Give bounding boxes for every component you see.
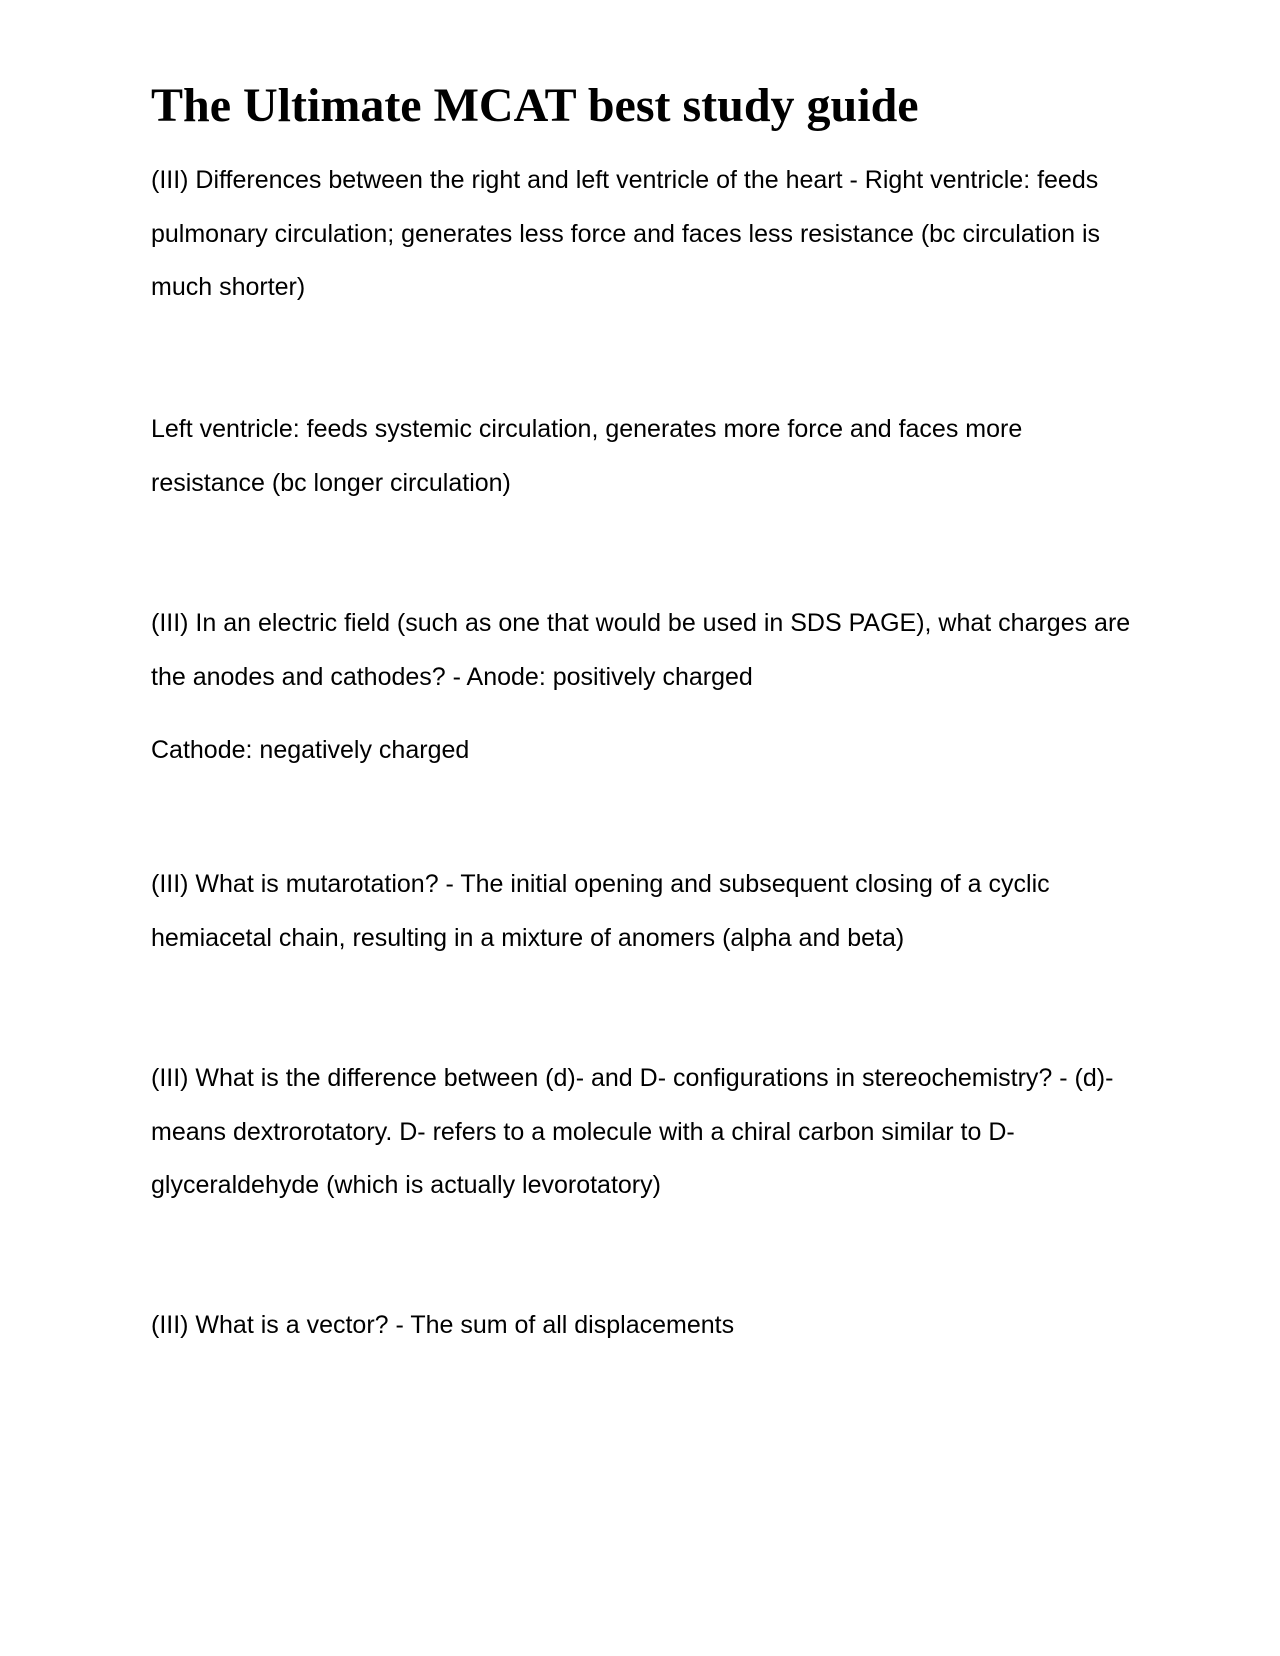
paragraph-cathode: Cathode: negatively charged <box>151 736 470 764</box>
paragraph-electric-field: (III) In an electric field (such as one that would be used in SDS PAGE), what charges are the anodes and cathodes? - Anode: positively charged <box>151 609 1131 691</box>
paragraph-vector: (III) What is a vector? - The sum of all displacements <box>151 1311 735 1339</box>
paragraph-ventricle-differences: (III) Differences between the right and left ventricle of the heart - Right ventricle: feeds pulmonary circulation; generates less force and faces less resistance (bc circulation is much shorter) <box>151 166 1101 301</box>
paragraph-stereochemistry: (III) What is the difference between (d)- and D- configurations in stereochemistry? - (d)- means dextrorotatory. D- refers to a molecule with a chiral carbon similar to D-glyceraldehyde (which is actually levorotatory) <box>151 1064 1114 1199</box>
document-title: The Ultimate MCAT best study guide <box>151 79 919 132</box>
paragraph-mutarotation: (III) What is mutarotation? - The initial opening and subsequent closing of a cyclic hemiacetal chain, resulting in a mixture of anomers (alpha and beta) <box>151 870 1050 952</box>
paragraph-left-ventricle: Left ventricle: feeds systemic circulation, generates more force and faces more resistance (bc longer circulation) <box>151 415 1023 497</box>
